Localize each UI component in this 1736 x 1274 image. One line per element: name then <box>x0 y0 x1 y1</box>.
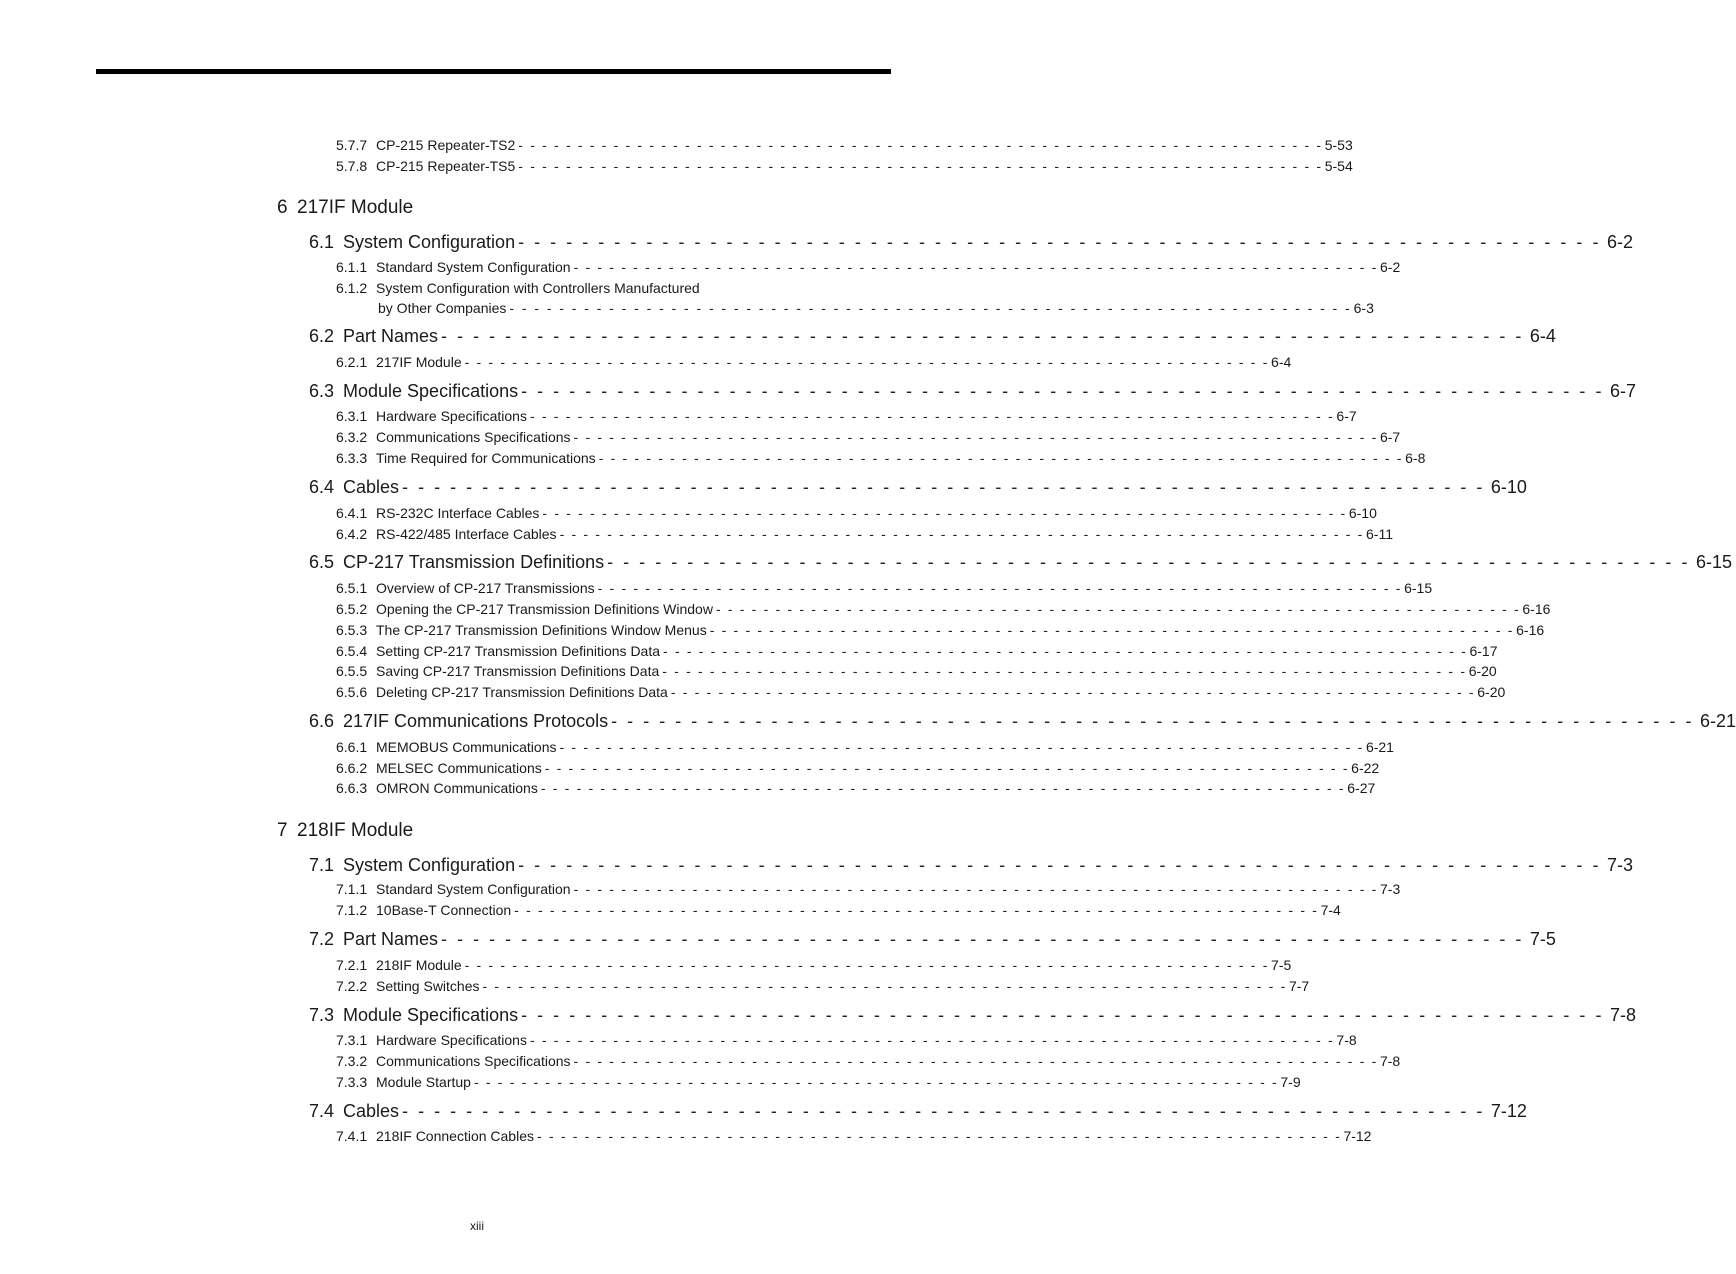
toc-chapter <box>277 820 413 842</box>
entry-page: 6-7 <box>1609 381 1636 401</box>
toc-chapter <box>277 197 413 219</box>
entry-page: 7-7 <box>1288 978 1310 994</box>
entry-page: 6-10 <box>1490 477 1527 497</box>
dot-leader: - - - - - - - - - - - - - - - - - - - - - - - - - - - - - - - - - - - - - - - - - - - - - - - - - - - - - - - - - - - - - - - - - - - - <box>518 232 1601 252</box>
entry-title: Time Required for Communications <box>376 450 596 466</box>
dot-leader: - - - - - - - - - - - - - - - - - - - - - - - - - - - - - - - - - - - - - - - - - - - - - - - - - - - - - - - - - - - - - - - - - - - - <box>402 477 1485 497</box>
entry-number: 6.6 <box>309 711 335 731</box>
entry-page: 6-15 <box>1695 552 1733 572</box>
entry-title: Part Names <box>343 929 439 949</box>
toc-subsection <box>336 505 1377 521</box>
toc-subsection-continuation <box>378 300 1374 316</box>
entry-title: System Configuration with Controllers Manufactured <box>376 280 700 296</box>
entry-page: 6-17 <box>1469 643 1498 659</box>
entry-page: 6-8 <box>1405 450 1426 466</box>
entry-page: 6-16 <box>1522 601 1551 617</box>
entry-title: Module Startup <box>376 1074 471 1090</box>
dot-leader: - - - - - - - - - - - - - - - - - - - - - - - - - - - - - - - - - - - - - - - - - - - - - - - - - - - - - - - - - - - - - - - - - - - - <box>518 158 1323 174</box>
toc-subsection <box>336 137 1353 153</box>
toc-section <box>309 1101 1527 1122</box>
dot-leader: - - - - - - - - - - - - - - - - - - - - - - - - - - - - - - - - - - - - - - - - - - - - - - - - - - - - - - - - - - - - - - - - - - - - <box>537 1128 1342 1144</box>
entry-title: Standard System Configuration <box>376 259 571 275</box>
entry-title: Module Specifications <box>343 1005 519 1025</box>
toc-subsection <box>336 1032 1357 1048</box>
toc-subsection <box>336 622 1545 638</box>
entry-page: 6-20 <box>1468 663 1497 679</box>
chapter-title: 217IF Module <box>297 197 414 218</box>
dot-leader: - - - - - - - - - - - - - - - - - - - - - - - - - - - - - - - - - - - - - - - - - - - - - - - - - - - - - - - - - - - - - - - - - - - - <box>464 957 1270 973</box>
entry-number: 6.5.2 <box>336 601 368 617</box>
entry-number: 7.3.3 <box>336 1074 368 1090</box>
dot-leader: - - - - - - - - - - - - - - - - - - - - - - - - - - - - - - - - - - - - - - - - - - - - - - - - - - - - - - - - - - - - - - - - - - - - <box>514 902 1319 918</box>
dot-leader: - - - - - - - - - - - - - - - - - - - - - - - - - - - - - - - - - - - - - - - - - - - - - - - - - - - - - - - - - - - - - - - - - - - - <box>597 580 1403 596</box>
entry-number: 6.6.1 <box>336 739 368 755</box>
toc-subsection <box>336 429 1401 445</box>
entry-title: Communications Specifications <box>376 1053 571 1069</box>
dot-leader: - - - - - - - - - - - - - - - - - - - - - - - - - - - - - - - - - - - - - - - - - - - - - - - - - - - - - - - - - - - - - - - - - - - - <box>542 505 1347 521</box>
entry-number: 7.4 <box>309 1101 335 1121</box>
toc-section <box>309 477 1527 498</box>
entry-page: 7-4 <box>1320 902 1341 918</box>
entry-title: The CP-217 Transmission Definitions Window Menus <box>376 622 707 638</box>
entry-page: 6-4 <box>1529 326 1556 346</box>
entry-page: 7-8 <box>1609 1005 1636 1025</box>
entry-number: 6.5.5 <box>336 663 368 679</box>
entry-title: 217IF Module <box>376 354 462 370</box>
entry-title: Saving CP-217 Transmission Definitions Data <box>376 663 660 679</box>
entry-page: 7-3 <box>1380 881 1401 897</box>
dot-leader: - - - - - - - - - - - - - - - - - - - - - - - - - - - - - - - - - - - - - - - - - - - - - - - - - - - - - - - - - - - - - - - - - - - - <box>544 760 1350 776</box>
toc-subsection <box>336 760 1380 776</box>
toc-subsection <box>336 739 1394 755</box>
dot-leader: - - - - - - - - - - - - - - - - - - - - - - - - - - - - - - - - - - - - - - - - - - - - - - - - - - - - - - - - - - - - - - - - - - - - <box>607 552 1690 572</box>
entry-title: 217IF Communications Protocols <box>343 711 609 731</box>
dot-leader: - - - - - - - - - - - - - - - - - - - - - - - - - - - - - - - - - - - - - - - - - - - - - - - - - - - - - - - - - - - - - - - - - - - - <box>540 780 1346 796</box>
entry-number: 6.2.1 <box>336 354 368 370</box>
toc-section <box>309 326 1556 347</box>
entry-title: 10Base-T Connection <box>376 902 512 918</box>
dot-leader: - - - - - - - - - - - - - - - - - - - - - - - - - - - - - - - - - - - - - - - - - - - - - - - - - - - - - - - - - - - - - - - - - - - - <box>611 711 1694 731</box>
toc-subsection <box>336 663 1497 679</box>
dot-leader: - - - - - - - - - - - - - - - - - - - - - - - - - - - - - - - - - - - - - - - - - - - - - - - - - - - - - - - - - - - - - - - - - - - - <box>573 259 1378 275</box>
dot-leader: - - - - - - - - - - - - - - - - - - - - - - - - - - - - - - - - - - - - - - - - - - - - - - - - - - - - - - - - - - - - - - - - - - - - <box>441 929 1524 949</box>
entry-number: 7.1 <box>309 855 335 875</box>
toc-subsection <box>336 354 1292 370</box>
page-number: xiii <box>470 1219 484 1233</box>
entry-title: RS-232C Interface Cables <box>376 505 540 521</box>
toc-subsection <box>336 408 1357 424</box>
dot-leader: - - - - - - - - - - - - - - - - - - - - - - - - - - - - - - - - - - - - - - - - - - - - - - - - - - - - - - - - - - - - - - - - - - - - <box>473 1074 1279 1090</box>
dot-leader: - - - - - - - - - - - - - - - - - - - - - - - - - - - - - - - - - - - - - - - - - - - - - - - - - - - - - - - - - - - - - - - - - - - - <box>521 1005 1604 1025</box>
dot-leader: - - - - - - - - - - - - - - - - - - - - - - - - - - - - - - - - - - - - - - - - - - - - - - - - - - - - - - - - - - - - - - - - - - - - <box>573 881 1378 897</box>
entry-page: 6-11 <box>1366 526 1393 542</box>
entry-title: CP-215 Repeater-TS2 <box>376 137 516 153</box>
entry-number: 6.3.3 <box>336 450 368 466</box>
entry-title-continued: by Other Companies <box>378 300 507 316</box>
toc-subsection <box>336 684 1506 700</box>
entry-title: Module Specifications <box>343 381 519 401</box>
dot-leader: - - - - - - - - - - - - - - - - - - - - - - - - - - - - - - - - - - - - - - - - - - - - - - - - - - - - - - - - - - - - - - - - - - - - <box>559 739 1364 755</box>
dot-leader: - - - - - - - - - - - - - - - - - - - - - - - - - - - - - - - - - - - - - - - - - - - - - - - - - - - - - - - - - - - - - - - - - - - - <box>598 450 1404 466</box>
toc-subsection <box>336 450 1426 466</box>
entry-title: MEMOBUS Communications <box>376 739 557 755</box>
entry-number: 6.5.4 <box>336 643 368 659</box>
dot-leader: - - - - - - - - - - - - - - - - - - - - - - - - - - - - - - - - - - - - - - - - - - - - - - - - - - - - - - - - - - - - - - - - - - - - <box>573 1053 1378 1069</box>
entry-number: 6.2 <box>309 326 335 346</box>
entry-number: 6.4.1 <box>336 505 368 521</box>
entry-number: 6.1.1 <box>336 259 368 275</box>
toc-subsection <box>336 902 1341 918</box>
entry-number: 6.3.2 <box>336 429 368 445</box>
entry-number: 7.3 <box>309 1005 335 1025</box>
dot-leader: - - - - - - - - - - - - - - - - - - - - - - - - - - - - - - - - - - - - - - - - - - - - - - - - - - - - - - - - - - - - - - - - - - - - <box>509 300 1352 316</box>
entry-page: 7-12 <box>1490 1101 1527 1121</box>
entry-title: System Configuration <box>343 232 516 252</box>
entry-page: 6-22 <box>1351 760 1380 776</box>
entry-number: 7.4.1 <box>336 1128 368 1144</box>
entry-page: 7-5 <box>1529 929 1556 949</box>
entry-page: 7-8 <box>1336 1032 1357 1048</box>
dot-leader: - - - - - - - - - - - - - - - - - - - - - - - - - - - - - - - - - - - - - - - - - - - - - - - - - - - - - - - - - - - - - - - - - - - - <box>559 526 1364 542</box>
entry-number: 6.1.2 <box>336 280 368 296</box>
entry-page: 7-8 <box>1379 1053 1401 1069</box>
entry-page: 7-5 <box>1271 957 1292 973</box>
entry-page: 6-16 <box>1516 622 1545 638</box>
entry-number: 6.5 <box>309 552 335 572</box>
entry-title: Setting Switches <box>376 978 480 994</box>
entry-title: Overview of CP-217 Transmissions <box>376 580 595 596</box>
entry-page: 6-10 <box>1348 505 1377 521</box>
toc-section <box>309 855 1633 876</box>
dot-leader: - - - - - - - - - - - - - - - - - - - - - - - - - - - - - - - - - - - - - - - - - - - - - - - - - - - - - - - - - - - - - - - - - - - - <box>573 429 1378 445</box>
entry-page: 6-21 <box>1700 711 1736 731</box>
toc-subsection <box>336 280 845 296</box>
entry-page: 6-2 <box>1606 232 1633 252</box>
entry-title: Deleting CP-217 Transmission Definitions Data <box>376 684 668 700</box>
entry-number: 5.7.7 <box>336 137 368 153</box>
entry-title: 218IF Connection Cables <box>376 1128 534 1144</box>
entry-page: 7-3 <box>1606 855 1633 875</box>
dot-leader: - - - - - - - - - - - - - - - - - - - - - - - - - - - - - - - - - - - - - - - - - - - - - - - - - - - - - - - - - - - - - - - - - - - - <box>518 137 1323 153</box>
entry-page: 5-54 <box>1324 158 1353 174</box>
entry-title: Cables <box>343 1101 400 1121</box>
entry-page: 6-7 <box>1336 408 1357 424</box>
entry-number: 6.5.1 <box>336 580 368 596</box>
entry-number: 5.7.8 <box>336 158 368 174</box>
entry-number: 7.3.1 <box>336 1032 368 1048</box>
toc-subsection <box>336 158 1353 174</box>
toc-section <box>309 232 1633 253</box>
chapter-number: 6 <box>277 197 288 218</box>
toc-subsection <box>336 643 1498 659</box>
entry-title: 218IF Module <box>376 957 462 973</box>
entry-number: 7.1.1 <box>336 881 368 897</box>
entry-number: 7.3.2 <box>336 1053 368 1069</box>
toc-section <box>309 381 1636 402</box>
dot-leader: - - - - - - - - - - - - - - - - - - - - - - - - - - - - - - - - - - - - - - - - - - - - - - - - - - - - - - - - - - - - - - - - - - - - <box>402 1101 1485 1121</box>
toc-subsection <box>336 1128 1372 1144</box>
toc-section <box>309 552 1733 573</box>
entry-number: 6.6.3 <box>336 780 368 796</box>
entry-title: OMRON Communications <box>376 780 538 796</box>
entry-title: Part Names <box>343 326 439 346</box>
entry-page: 7-9 <box>1280 1074 1301 1090</box>
entry-number: 6.1 <box>309 232 335 252</box>
header-rule <box>96 69 891 74</box>
entry-title: System Configuration <box>343 855 516 875</box>
entry-number: 6.4.2 <box>336 526 368 542</box>
toc-subsection <box>336 259 1401 275</box>
toc-section <box>309 1005 1636 1026</box>
entry-page: 6-27 <box>1347 780 1376 796</box>
dot-leader: - - - - - - - - - - - - - - - - - - - - - - - - - - - - - - - - - - - - - - - - - - - - - - - - - - - - - - - - - - - - - - - - - - - - <box>662 663 1467 679</box>
dot-leader: - - - - - - - - - - - - - - - - - - - - - - - - - - - - - - - - - - - - - - - - - - - - - - - - - - - - - - - - - - - - - - - - - - - - <box>663 643 1468 659</box>
toc-subsection <box>336 526 1393 542</box>
dot-leader: - - - - - - - - - - - - - - - - - - - - - - - - - - - - - - - - - - - - - - - - - - - - - - - - - - - - - - - - - - - - - - - - - - - - <box>441 326 1524 346</box>
entry-number: 6.4 <box>309 477 335 497</box>
entry-title: Setting CP-217 Transmission Definitions Data <box>376 643 661 659</box>
entry-page: 6-21 <box>1365 739 1394 755</box>
entry-title: CP-215 Repeater-TS5 <box>376 158 516 174</box>
entry-number: 7.1.2 <box>336 902 368 918</box>
toc-subsection <box>336 957 1292 973</box>
entry-title: MELSEC Communications <box>376 760 542 776</box>
toc-subsection <box>336 580 1433 596</box>
entry-title: RS-422/485 Interface Cables <box>376 526 557 542</box>
entry-number: 6.3.1 <box>336 408 368 424</box>
entry-page: 6-2 <box>1380 259 1401 275</box>
chapter-number: 7 <box>277 820 288 841</box>
dot-leader: - - - - - - - - - - - - - - - - - - - - - - - - - - - - - - - - - - - - - - - - - - - - - - - - - - - - - - - - - - - - - - - - - - - - <box>529 408 1335 424</box>
entry-page: 5-53 <box>1324 137 1353 153</box>
entry-page: 6-4 <box>1271 354 1292 370</box>
entry-number: 6.5.3 <box>336 622 368 638</box>
chapter-title: 218IF Module <box>297 820 414 841</box>
entry-title: CP-217 Transmission Definitions <box>343 552 605 572</box>
dot-leader: - - - - - - - - - - - - - - - - - - - - - - - - - - - - - - - - - - - - - - - - - - - - - - - - - - - - - - - - - - - - - - - - - - - - <box>482 978 1287 994</box>
entry-number: 7.2 <box>309 929 335 949</box>
dot-leader: - - - - - - - - - - - - - - - - - - - - - - - - - - - - - - - - - - - - - - - - - - - - - - - - - - - - - - - - - - - - - - - - - - - - <box>670 684 1476 700</box>
dot-leader: - - - - - - - - - - - - - - - - - - - - - - - - - - - - - - - - - - - - - - - - - - - - - - - - - - - - - - - - - - - - - - - - - - - - <box>709 622 1515 638</box>
dot-leader: - - - - - - - - - - - - - - - - - - - - - - - - - - - - - - - - - - - - - - - - - - - - - - - - - - - - - - - - - - - - - - - - - - - - <box>715 601 1521 617</box>
dot-leader: - - - - - - - - - - - - - - - - - - - - - - - - - - - - - - - - - - - - - - - - - - - - - - - - - - - - - - - - - - - - - - - - - - - - <box>518 855 1601 875</box>
toc-section <box>309 929 1556 950</box>
toc-section <box>309 711 1736 732</box>
dot-leader: - - - - - - - - - - - - - - - - - - - - - - - - - - - - - - - - - - - - - - - - - - - - - - - - - - - - - - - - - - - - - - - - - - - - <box>529 1032 1335 1048</box>
dot-leader: - - - - - - - - - - - - - - - - - - - - - - - - - - - - - - - - - - - - - - - - - - - - - - - - - - - - - - - - - - - - - - - - - - - - <box>464 354 1270 370</box>
entry-title: Cables <box>343 477 400 497</box>
toc-subsection <box>336 780 1376 796</box>
dot-leader: - - - - - - - - - - - - - - - - - - - - - - - - - - - - - - - - - - - - - - - - - - - - - - - - - - - - - - - - - - - - - - - - - - - - <box>521 381 1604 401</box>
entry-title: Opening the CP-217 Transmission Definitions Window <box>376 601 713 617</box>
toc-subsection <box>336 881 1401 897</box>
toc-subsection <box>336 601 1551 617</box>
entry-number: 6.3 <box>309 381 335 401</box>
toc-subsection <box>336 1074 1301 1090</box>
entry-page: 6-7 <box>1379 429 1401 445</box>
toc-subsection <box>336 978 1310 994</box>
entry-title: Hardware Specifications <box>376 408 527 424</box>
entry-title: Communications Specifications <box>376 429 571 445</box>
entry-title: Hardware Specifications <box>376 1032 527 1048</box>
entry-page: 7-12 <box>1343 1128 1372 1144</box>
entry-page: 6-3 <box>1353 300 1374 316</box>
entry-number: 6.6.2 <box>336 760 368 776</box>
entry-number: 7.2.1 <box>336 957 368 973</box>
entry-number: 6.5.6 <box>336 684 368 700</box>
entry-number: 7.2.2 <box>336 978 368 994</box>
entry-title: Standard System Configuration <box>376 881 571 897</box>
toc-subsection <box>336 1053 1401 1069</box>
entry-page: 6-20 <box>1477 684 1506 700</box>
entry-page: 6-15 <box>1404 580 1433 596</box>
